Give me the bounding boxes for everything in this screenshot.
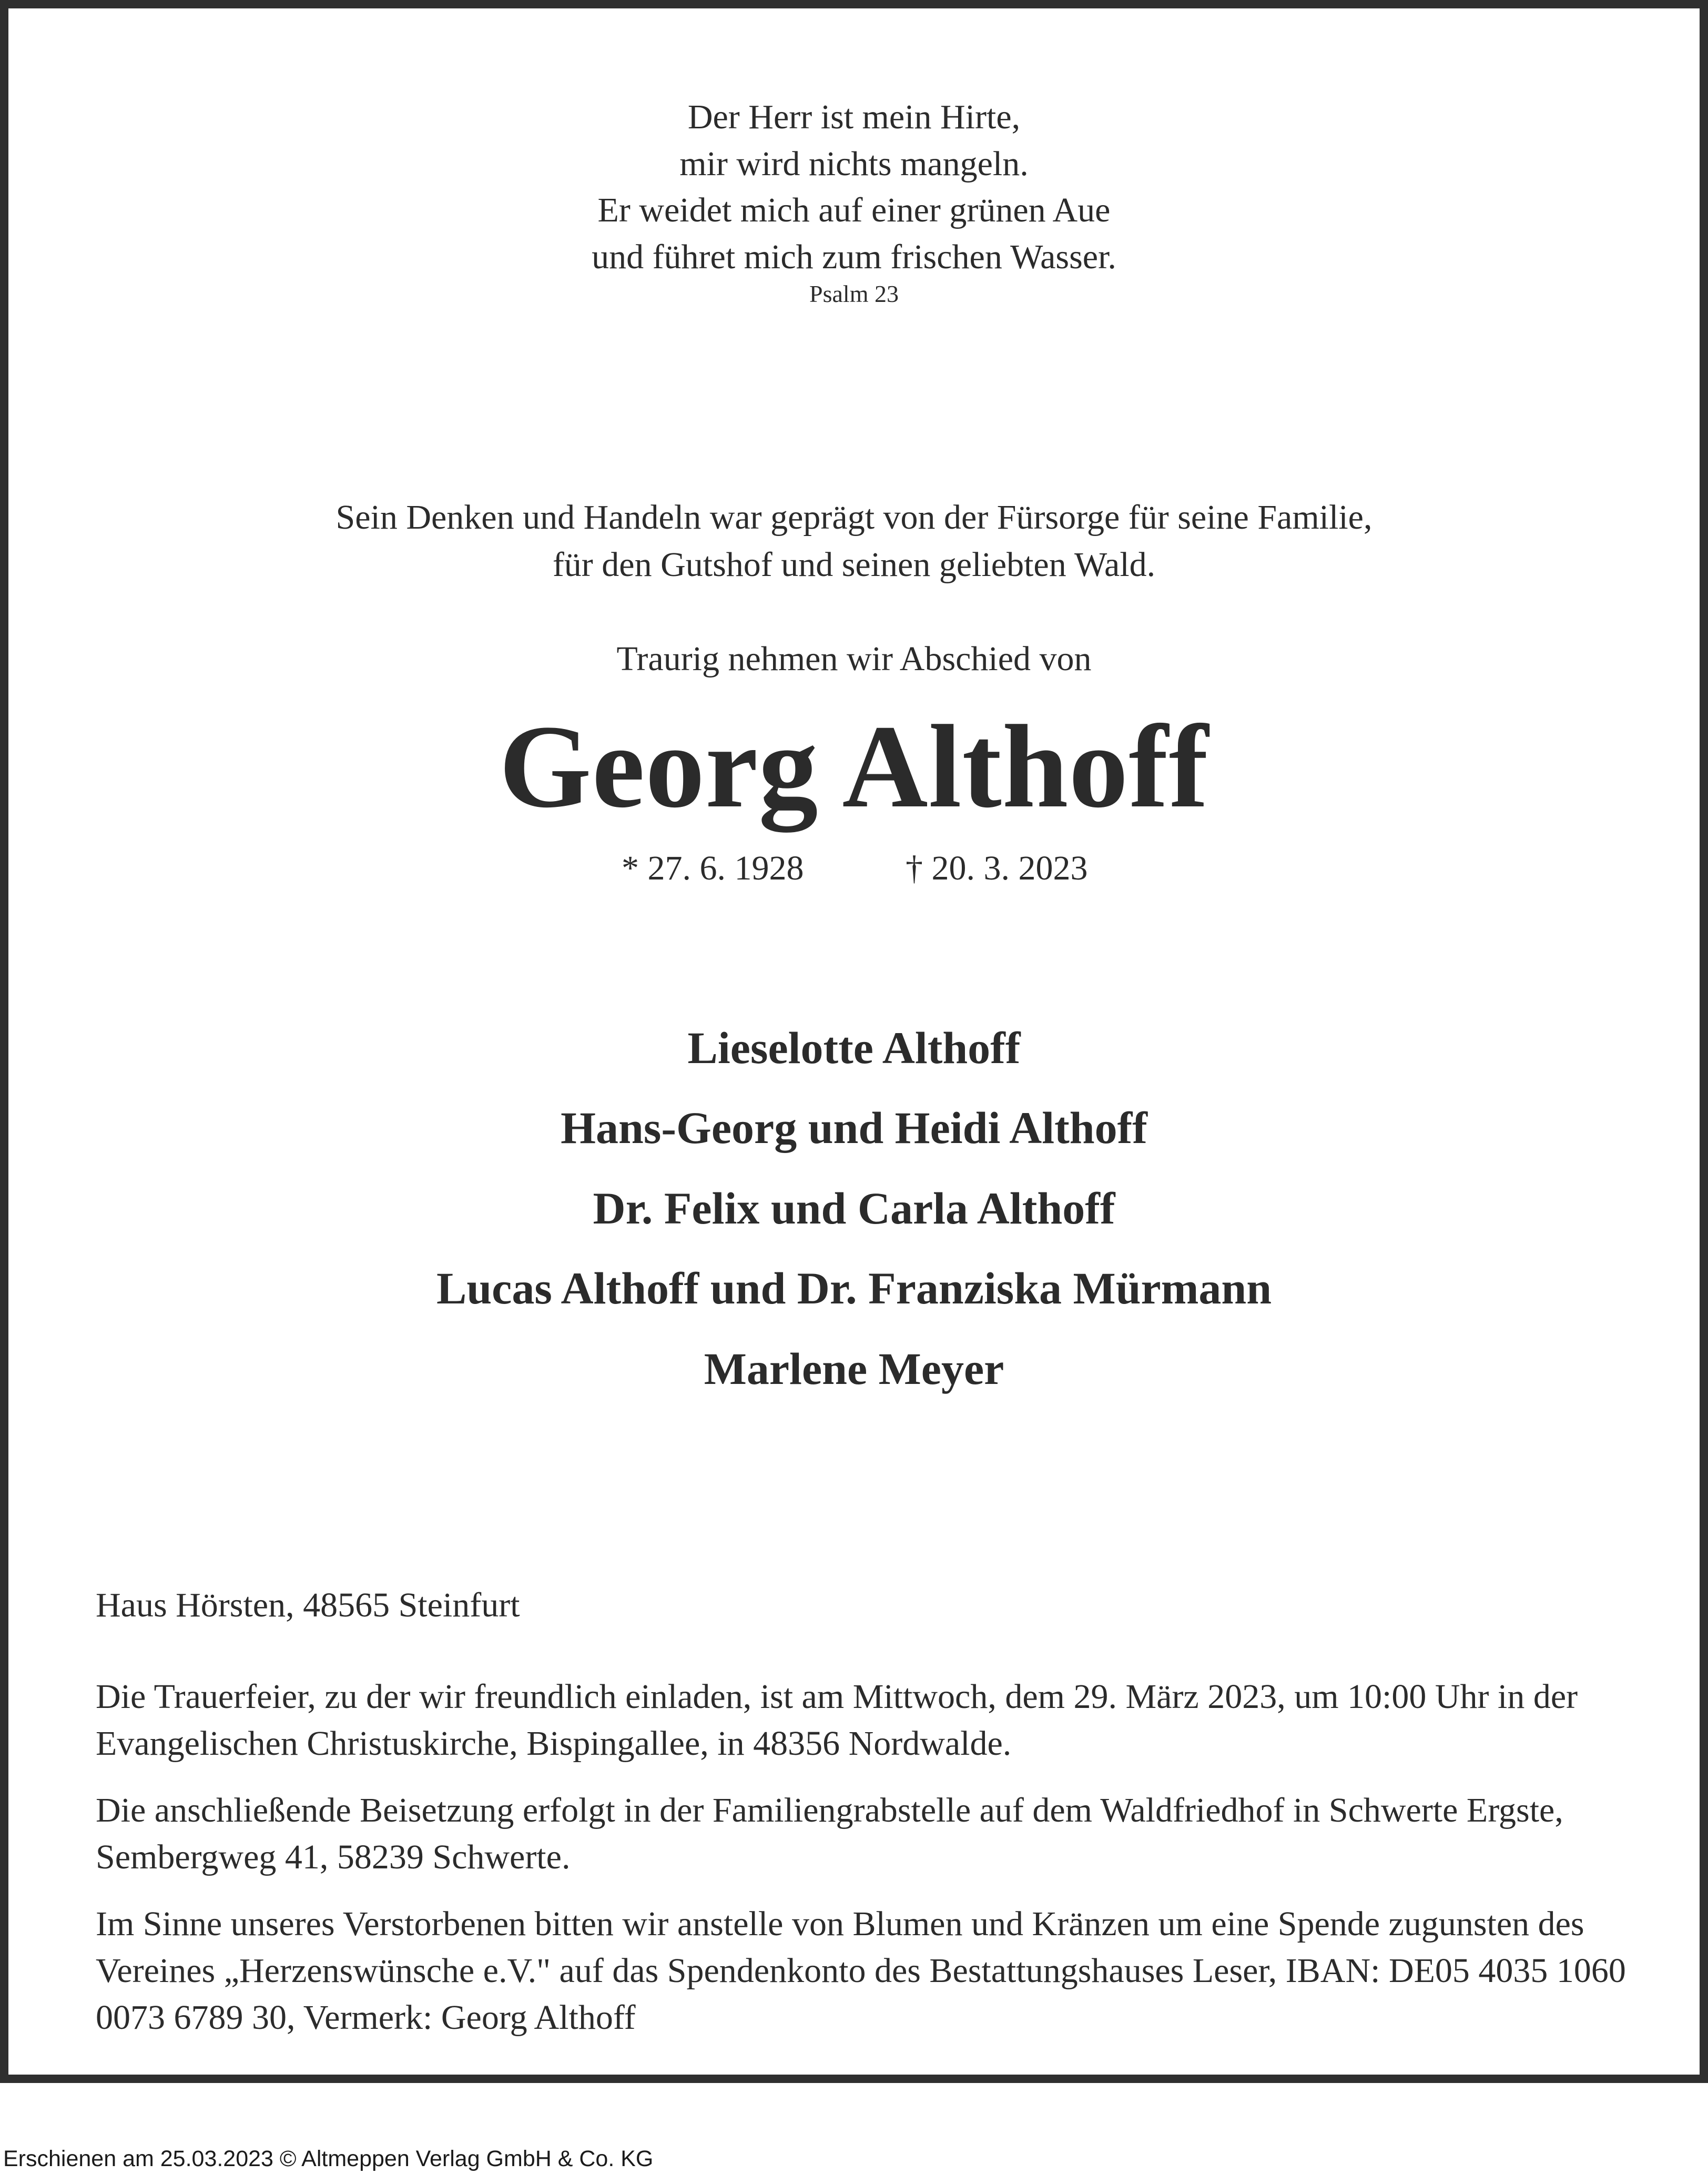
deceased-name: Georg Althoff xyxy=(499,701,1209,832)
burial-info xyxy=(96,1787,1652,1880)
burial-paragraph: Die anschließende Beisetzung erfolgt in der Familiengrabstelle auf dem Waldfriedhof in Schwerte Ergste, Sembergweg 41, 58239 Schwerte. xyxy=(96,1791,1563,1876)
service-info xyxy=(96,1673,1652,1767)
psalm-reference: Psalm 23 xyxy=(809,280,899,307)
mourner-name: Dr. Felix und Carla Althoff xyxy=(593,1183,1115,1233)
psalm-line: mir wird nichts mangeln. xyxy=(679,145,1029,183)
publication-credit: Erschienen am 25.03.2023 © Altmeppen Verlag GmbH & Co. KG xyxy=(3,2146,654,2171)
psalm-line: Der Herr ist mein Hirte, xyxy=(687,98,1021,136)
life-dates xyxy=(8,851,1700,893)
mourner-name: Lieselotte Althoff xyxy=(687,1023,1021,1073)
mourner-name: Hans-Georg und Heidi Althoff xyxy=(561,1103,1147,1153)
tribute-line: für den Gutshof und seinen geliebten Wald. xyxy=(552,545,1156,584)
tribute-line: Sein Denken und Handeln war geprägt von der Fürsorge für seine Familie, xyxy=(336,498,1372,537)
psalm-line: und führet mich zum frischen Wasser. xyxy=(592,238,1116,276)
address-text: Haus Hörsten, 48565 Steinfurt xyxy=(96,1586,520,1624)
psalm-line: Er weidet mich auf einer grünen Aue xyxy=(597,191,1111,229)
donation-paragraph: Im Sinne unseres Verstorbenen bitten wir anstelle von Blumen und Kränzen um eine Spende zugunsten des Vereines „Herzenswünsche e.V." auf das Spendenkonto des Bestattungshauses Leser, IBAN: DE05 4035 1060 0073 6789 30, Vermerk: Georg Althoff xyxy=(96,1905,1626,2037)
birth-date: * 27. 6. 1928 xyxy=(622,849,804,887)
donation-info xyxy=(96,1900,1652,2041)
death-date: † 20. 3. 2023 xyxy=(906,849,1088,887)
mourner-name: Lucas Althoff und Dr. Franziska Mürmann xyxy=(436,1263,1272,1313)
mourner-name: Marlene Meyer xyxy=(704,1343,1004,1394)
farewell-intro: Traurig nehmen wir Abschied von xyxy=(616,640,1092,678)
service-paragraph: Die Trauerfeier, zu der wir freundlich einladen, ist am Mittwoch, dem 29. März 2023, um 10:00 Uhr in der Evangelischen Christuskirche, Bispingallee, in 48356 Nordwalde. xyxy=(96,1677,1578,1763)
family-address xyxy=(96,1582,1652,1629)
